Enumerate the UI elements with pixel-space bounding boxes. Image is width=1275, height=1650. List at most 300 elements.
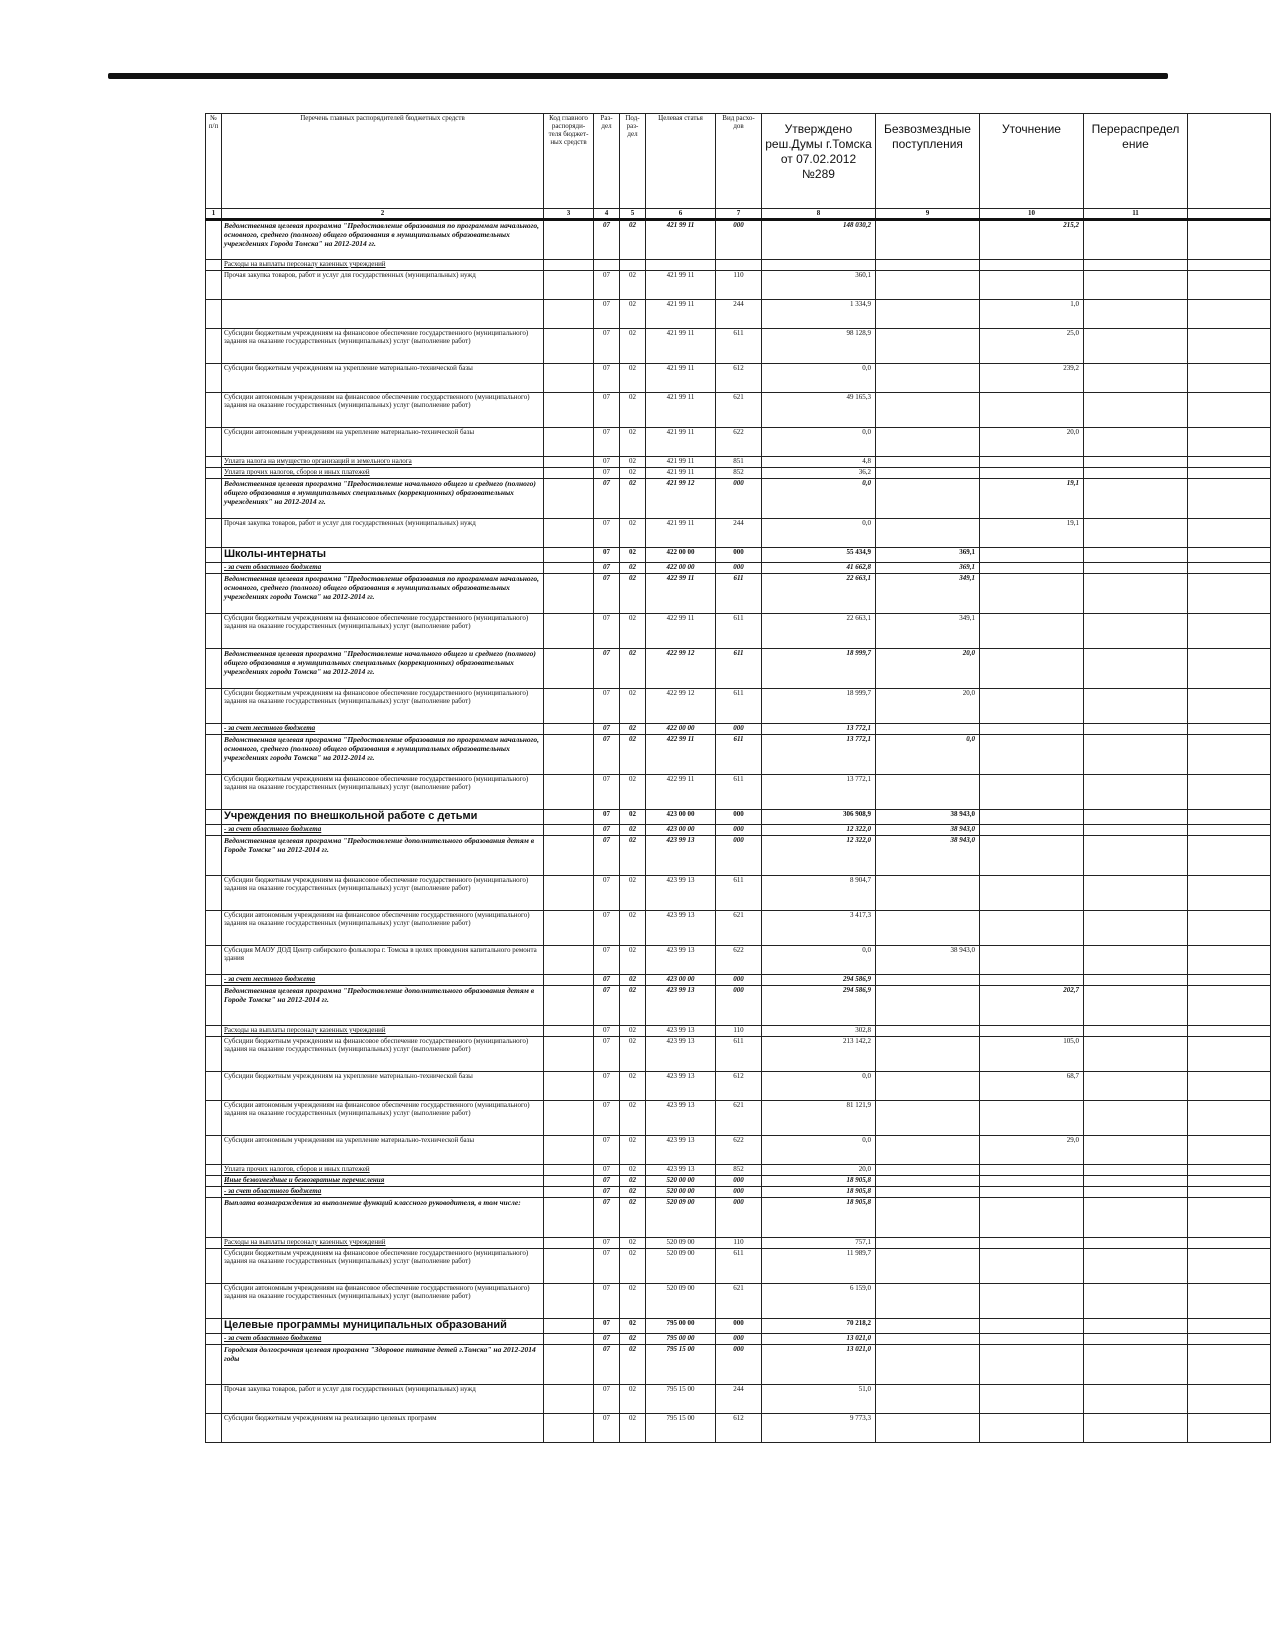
- cell-razdel: 07: [594, 986, 620, 1026]
- cell-clarification: [980, 724, 1084, 735]
- cell-clarification: [980, 911, 1084, 946]
- cell-clarification: 105,0: [980, 1037, 1084, 1072]
- cell-podrazdel: 02: [620, 1414, 646, 1443]
- cell-razdel: 07: [594, 825, 620, 836]
- cell-razdel: 07: [594, 911, 620, 946]
- cell-expense-type: 621: [716, 1101, 762, 1136]
- cell-num: [206, 1345, 222, 1385]
- table-row: [206, 457, 1271, 468]
- cell-approved: 12 322,0: [762, 836, 876, 876]
- cell-target-article: 421 99 11: [646, 220, 716, 260]
- cell-podrazdel: 02: [620, 614, 646, 649]
- cell-razdel: 07: [594, 563, 620, 574]
- cell-target-article: 422 99 11: [646, 735, 716, 775]
- cell-podrazdel: 02: [620, 1026, 646, 1037]
- cell-expense-type: 110: [716, 1238, 762, 1249]
- cell-target-article: 421 99 11: [646, 364, 716, 393]
- cell-grants: [876, 428, 980, 457]
- cell-num: [206, 1037, 222, 1072]
- cell-num: [206, 1026, 222, 1037]
- cell-grants: [876, 1165, 980, 1176]
- cell-razdel: 07: [594, 220, 620, 260]
- cell-razdel: 07: [594, 300, 620, 329]
- table-row: [206, 975, 1271, 986]
- cell-approved: 148 030,2: [762, 220, 876, 260]
- cell-code: [544, 329, 594, 364]
- cell-approved: 0,0: [762, 1072, 876, 1101]
- cell-razdel: 07: [594, 1136, 620, 1165]
- cell-code: [544, 1414, 594, 1443]
- cell-approved: 18 999,7: [762, 649, 876, 689]
- cell-target-article: 423 00 00: [646, 825, 716, 836]
- cell-approved: 22 663,1: [762, 574, 876, 614]
- cell-expense-type: 000: [716, 220, 762, 260]
- cell-extra: [1188, 1238, 1271, 1249]
- cell-expense-type: 000: [716, 986, 762, 1026]
- cell-extra: [1188, 329, 1271, 364]
- cell-expense-type: 611: [716, 876, 762, 911]
- cell-target-article: 421 99 12: [646, 479, 716, 519]
- cell-expense-type: 244: [716, 519, 762, 548]
- col-extra-header: [1188, 114, 1271, 209]
- cell-extra: [1188, 1385, 1271, 1414]
- row-name: Субсидии бюджетным учреждениям на финансовое обеспечение государственного (муниципального) задания на оказание государственных (муниципальных) услуг (выполнение работ): [222, 775, 544, 810]
- table-row: [206, 1334, 1271, 1345]
- cell-approved: 18 999,7: [762, 689, 876, 724]
- table-row: [206, 724, 1271, 735]
- cell-expense-type: 000: [716, 825, 762, 836]
- cell-redistribution: [1084, 574, 1188, 614]
- cell-grants: 349,1: [876, 574, 980, 614]
- table-row: [206, 220, 1271, 260]
- cell-approved: 0,0: [762, 364, 876, 393]
- cell-redistribution: [1084, 1037, 1188, 1072]
- cell-expense-type: 621: [716, 393, 762, 428]
- cell-razdel: 07: [594, 548, 620, 563]
- cell-num: [206, 1319, 222, 1334]
- colnum: 6: [646, 209, 716, 220]
- cell-approved: 11 989,7: [762, 1249, 876, 1284]
- cell-approved: 81 121,9: [762, 1101, 876, 1136]
- cell-approved: 3 417,3: [762, 911, 876, 946]
- cell-podrazdel: 02: [620, 689, 646, 724]
- table-row: [206, 468, 1271, 479]
- cell-approved: 18 905,8: [762, 1187, 876, 1198]
- colnum: 9: [876, 209, 980, 220]
- cell-code: [544, 1187, 594, 1198]
- colnum: 3: [544, 209, 594, 220]
- cell-grants: 38 943,0: [876, 836, 980, 876]
- row-name: Ведомственная целевая программа "Предоставление образования по программам начального, основного, среднего (полного) общего образования в муниципальных образовательных учреждениях Города Томска" на 2012-2014 гг.: [222, 220, 544, 260]
- cell-clarification: [980, 548, 1084, 563]
- cell-clarification: [980, 810, 1084, 825]
- cell-redistribution: [1084, 911, 1188, 946]
- table-row: [206, 1101, 1271, 1136]
- cell-num: [206, 825, 222, 836]
- cell-target-article: 421 99 11: [646, 300, 716, 329]
- cell-approved: 51,0: [762, 1385, 876, 1414]
- cell-redistribution: [1084, 329, 1188, 364]
- budget-table-sheet: [205, 113, 1275, 1443]
- cell-clarification: 29,0: [980, 1136, 1084, 1165]
- cell-num: [206, 1249, 222, 1284]
- table-row: [206, 1072, 1271, 1101]
- cell-podrazdel: 02: [620, 1165, 646, 1176]
- table-row: [206, 1385, 1271, 1414]
- cell-approved: 1 334,9: [762, 300, 876, 329]
- cell-approved: 49 165,3: [762, 393, 876, 428]
- table-row: [206, 1026, 1271, 1037]
- cell-num: [206, 946, 222, 975]
- cell-grants: [876, 1414, 980, 1443]
- colnum: 11: [1084, 209, 1188, 220]
- cell-redistribution: [1084, 986, 1188, 1026]
- cell-redistribution: [1084, 1072, 1188, 1101]
- cell-expense-type: 000: [716, 810, 762, 825]
- cell-razdel: 07: [594, 1198, 620, 1238]
- cell-code: [544, 220, 594, 260]
- cell-target-article: 423 99 13: [646, 1101, 716, 1136]
- cell-target-article: 422 99 11: [646, 574, 716, 614]
- cell-num: [206, 428, 222, 457]
- cell-expense-type: 000: [716, 563, 762, 574]
- cell-podrazdel: 02: [620, 876, 646, 911]
- table-row: [206, 649, 1271, 689]
- row-name: - за счет местного бюджета: [222, 975, 544, 986]
- cell-podrazdel: 02: [620, 1249, 646, 1284]
- cell-approved: 13 021,0: [762, 1334, 876, 1345]
- cell-podrazdel: 02: [620, 911, 646, 946]
- cell-clarification: [980, 1187, 1084, 1198]
- cell-razdel: 07: [594, 1037, 620, 1072]
- cell-podrazdel: 02: [620, 946, 646, 975]
- col-redist-header: Перераспредел ение: [1084, 114, 1188, 209]
- cell-expense-type: 612: [716, 1072, 762, 1101]
- cell-num: [206, 810, 222, 825]
- cell-extra: [1188, 986, 1271, 1026]
- cell-grants: 349,1: [876, 614, 980, 649]
- cell-razdel: 07: [594, 1249, 620, 1284]
- cell-podrazdel: 02: [620, 428, 646, 457]
- row-name: Субсидии бюджетным учреждениям на финансовое обеспечение государственного (муниципального) задания на оказание государственных (муниципальных) услуг (выполнение работ): [222, 876, 544, 911]
- cell-approved: 0,0: [762, 519, 876, 548]
- cell-redistribution: [1084, 468, 1188, 479]
- cell-clarification: [980, 1101, 1084, 1136]
- cell-expense-type: 000: [716, 975, 762, 986]
- cell-redistribution: [1084, 300, 1188, 329]
- cell-grants: [876, 393, 980, 428]
- cell-target-article: 421 99 11: [646, 271, 716, 300]
- budget-rows: [206, 220, 1271, 1443]
- cell-grants: [876, 975, 980, 986]
- cell-num: [206, 649, 222, 689]
- cell-num: [206, 519, 222, 548]
- cell-code: [544, 810, 594, 825]
- cell-code: [544, 548, 594, 563]
- cell-target-article: 422 00 00: [646, 548, 716, 563]
- cell-approved: 757,1: [762, 1238, 876, 1249]
- cell-podrazdel: 02: [620, 563, 646, 574]
- table-row: [206, 1238, 1271, 1249]
- cell-podrazdel: 02: [620, 519, 646, 548]
- cell-code: [544, 1319, 594, 1334]
- cell-grants: [876, 1136, 980, 1165]
- cell-expense-type: 851: [716, 457, 762, 468]
- cell-podrazdel: 02: [620, 1238, 646, 1249]
- cell-redistribution: [1084, 1101, 1188, 1136]
- cell-target-article: 423 99 13: [646, 1037, 716, 1072]
- row-name: - за счет областного бюджета: [222, 563, 544, 574]
- cell-approved: 0,0: [762, 428, 876, 457]
- cell-target-article: 423 00 00: [646, 975, 716, 986]
- cell-redistribution: [1084, 1284, 1188, 1319]
- cell-code: [544, 986, 594, 1026]
- table-row: [206, 689, 1271, 724]
- cell-extra: [1188, 574, 1271, 614]
- cell-num: [206, 1385, 222, 1414]
- cell-code: [544, 1385, 594, 1414]
- cell-redistribution: [1084, 614, 1188, 649]
- cell-razdel: 07: [594, 1026, 620, 1037]
- cell-target-article: 421 99 11: [646, 393, 716, 428]
- cell-code: [544, 1136, 594, 1165]
- row-name: Прочая закупка товаров, работ и услуг для государственных (муниципальных) нужд: [222, 271, 544, 300]
- cell-approved: 36,2: [762, 468, 876, 479]
- cell-grants: [876, 876, 980, 911]
- cell-num: [206, 300, 222, 329]
- cell-code: [544, 1249, 594, 1284]
- col-vid-header: Вид расхо-дов: [716, 114, 762, 209]
- row-name: Ведомственная целевая программа "Предоставление образования по программам начального, основного, среднего (полного) общего образования в муниципальных образовательных учреждениях города Томска" на 2012-2014 гг.: [222, 735, 544, 775]
- col-podrazdel-header: Под-раз-дел: [620, 114, 646, 209]
- row-name: Субсидии бюджетным учреждениям на финансовое обеспечение государственного (муниципального) задания на оказание государственных (муниципальных) услуг (выполнение работ): [222, 329, 544, 364]
- cell-redistribution: [1084, 1249, 1188, 1284]
- cell-code: [544, 364, 594, 393]
- cell-code: [544, 260, 594, 271]
- budget-table: [205, 113, 1271, 1443]
- cell-podrazdel: 02: [620, 548, 646, 563]
- cell-num: [206, 836, 222, 876]
- row-name: [222, 300, 544, 329]
- cell-clarification: [980, 1284, 1084, 1319]
- cell-extra: [1188, 810, 1271, 825]
- cell-redistribution: [1084, 810, 1188, 825]
- cell-extra: [1188, 1414, 1271, 1443]
- colnum: 1: [206, 209, 222, 220]
- cell-approved: [762, 260, 876, 271]
- cell-approved: 98 128,9: [762, 329, 876, 364]
- row-name: Школы-интернаты: [222, 548, 544, 563]
- cell-grants: [876, 364, 980, 393]
- cell-extra: [1188, 1249, 1271, 1284]
- row-name: Расходы на выплаты персоналу казенных учреждений: [222, 1026, 544, 1037]
- cell-expense-type: 612: [716, 364, 762, 393]
- cell-razdel: 07: [594, 836, 620, 876]
- cell-clarification: 202,7: [980, 986, 1084, 1026]
- table-row: [206, 986, 1271, 1026]
- row-name: - за счет областного бюджета: [222, 825, 544, 836]
- col-cs-header: Целевая статья: [646, 114, 716, 209]
- col-code-header: Код главного распоряди-теля бюджет-ных средств: [544, 114, 594, 209]
- cell-podrazdel: 02: [620, 1319, 646, 1334]
- cell-redistribution: [1084, 1414, 1188, 1443]
- cell-razdel: 07: [594, 810, 620, 825]
- cell-code: [544, 825, 594, 836]
- cell-code: [544, 1072, 594, 1101]
- cell-podrazdel: 02: [620, 271, 646, 300]
- scan-top-rule: [108, 73, 1168, 79]
- cell-razdel: 07: [594, 1165, 620, 1176]
- row-name: Ведомственная целевая программа "Предоставление начального общего и среднего (полного) общего образования в муниципальных специальных (коррекционных) образовательных учреждениях города Томска" на 2012-2014 гг.: [222, 649, 544, 689]
- cell-code: [544, 876, 594, 911]
- cell-num: [206, 1072, 222, 1101]
- cell-code: [544, 911, 594, 946]
- cell-code: [544, 724, 594, 735]
- cell-num: [206, 329, 222, 364]
- table-row: [206, 428, 1271, 457]
- cell-redistribution: [1084, 1187, 1188, 1198]
- cell-grants: [876, 1249, 980, 1284]
- row-name: Прочая закупка товаров, работ и услуг для государственных (муниципальных) нужд: [222, 1385, 544, 1414]
- table-row: [206, 563, 1271, 574]
- cell-target-article: 795 15 00: [646, 1385, 716, 1414]
- cell-razdel: 07: [594, 1284, 620, 1319]
- table-row: [206, 393, 1271, 428]
- cell-extra: [1188, 735, 1271, 775]
- table-row: [206, 775, 1271, 810]
- cell-expense-type: 000: [716, 1345, 762, 1385]
- cell-clarification: [980, 574, 1084, 614]
- row-name: Субсидия МАОУ ДОД Центр сибирского фольклора г. Томска в целях проведения капитального ремонта здания: [222, 946, 544, 975]
- colnum: 10: [980, 209, 1084, 220]
- cell-target-article: 423 00 00: [646, 810, 716, 825]
- cell-num: [206, 1238, 222, 1249]
- cell-grants: [876, 775, 980, 810]
- cell-num: [206, 393, 222, 428]
- cell-code: [544, 775, 594, 810]
- cell-grants: [876, 1345, 980, 1385]
- cell-extra: [1188, 911, 1271, 946]
- cell-grants: [876, 1198, 980, 1238]
- cell-num: [206, 775, 222, 810]
- table-row: [206, 911, 1271, 946]
- cell-num: [206, 1101, 222, 1136]
- cell-clarification: [980, 876, 1084, 911]
- cell-num: [206, 689, 222, 724]
- cell-redistribution: [1084, 1385, 1188, 1414]
- cell-clarification: [980, 1319, 1084, 1334]
- colnum: 2: [222, 209, 544, 220]
- cell-approved: 306 908,9: [762, 810, 876, 825]
- cell-podrazdel: 02: [620, 775, 646, 810]
- cell-clarification: [980, 563, 1084, 574]
- row-name: Уплата налога на имущество организаций и земельного налога: [222, 457, 544, 468]
- cell-expense-type: 110: [716, 271, 762, 300]
- row-name: Ведомственная целевая программа "Предоставление образования по программам начального, основного, среднего (полного) общего образования в муниципальных образовательных учреждениях города Томска" на 2012-2014 гг.: [222, 574, 544, 614]
- cell-target-article: 421 99 11: [646, 519, 716, 548]
- cell-num: [206, 1165, 222, 1176]
- row-name: Учреждения по внешкольной работе с детьми: [222, 810, 544, 825]
- cell-clarification: [980, 1165, 1084, 1176]
- table-row: [206, 1136, 1271, 1165]
- cell-extra: [1188, 876, 1271, 911]
- cell-expense-type: 621: [716, 911, 762, 946]
- cell-podrazdel: 02: [620, 1345, 646, 1385]
- cell-num: [206, 1284, 222, 1319]
- cell-clarification: 68,7: [980, 1072, 1084, 1101]
- table-row: [206, 1187, 1271, 1198]
- row-name: Субсидии бюджетным учреждениям на финансовое обеспечение государственного (муниципального) задания на оказание государственных (муниципальных) услуг (выполнение работ): [222, 1037, 544, 1072]
- cell-grants: 38 943,0: [876, 810, 980, 825]
- cell-target-article: 520 09 00: [646, 1198, 716, 1238]
- cell-approved: 0,0: [762, 1136, 876, 1165]
- row-name: Выплата вознаграждения за выполнение функций классного руководителя, в том числе:: [222, 1198, 544, 1238]
- cell-podrazdel: 02: [620, 300, 646, 329]
- cell-approved: 13 772,1: [762, 724, 876, 735]
- cell-target-article: 795 00 00: [646, 1319, 716, 1334]
- cell-clarification: [980, 836, 1084, 876]
- cell-clarification: 239,2: [980, 364, 1084, 393]
- cell-expense-type: 611: [716, 689, 762, 724]
- cell-approved: 18 905,8: [762, 1198, 876, 1238]
- cell-razdel: 07: [594, 1414, 620, 1443]
- cell-approved: 13 021,0: [762, 1345, 876, 1385]
- cell-approved: 294 586,9: [762, 975, 876, 986]
- table-row: [206, 271, 1271, 300]
- cell-grants: 20,0: [876, 649, 980, 689]
- table-row: [206, 614, 1271, 649]
- cell-razdel: 07: [594, 428, 620, 457]
- cell-code: [544, 1334, 594, 1345]
- cell-extra: [1188, 519, 1271, 548]
- row-name: Субсидии автономным учреждениям на укрепление материально-технической базы: [222, 1136, 544, 1165]
- cell-approved: 302,8: [762, 1026, 876, 1037]
- cell-code: [544, 468, 594, 479]
- cell-num: [206, 364, 222, 393]
- table-row: [206, 260, 1271, 271]
- cell-code: [544, 300, 594, 329]
- cell-extra: [1188, 300, 1271, 329]
- table-row: [206, 876, 1271, 911]
- cell-razdel: 07: [594, 1345, 620, 1385]
- cell-clarification: [980, 735, 1084, 775]
- cell-code: [544, 649, 594, 689]
- cell-podrazdel: 02: [620, 220, 646, 260]
- cell-clarification: 1,0: [980, 300, 1084, 329]
- cell-grants: [876, 1187, 980, 1198]
- cell-code: [544, 428, 594, 457]
- cell-target-article: 421 99 11: [646, 457, 716, 468]
- cell-grants: [876, 260, 980, 271]
- cell-extra: [1188, 975, 1271, 986]
- cell-grants: [876, 479, 980, 519]
- cell-approved: 55 434,9: [762, 548, 876, 563]
- cell-clarification: [980, 946, 1084, 975]
- cell-redistribution: [1084, 946, 1188, 975]
- cell-target-article: 423 99 13: [646, 946, 716, 975]
- cell-clarification: 25,0: [980, 329, 1084, 364]
- cell-razdel: 07: [594, 1319, 620, 1334]
- cell-code: [544, 1238, 594, 1249]
- cell-podrazdel: 02: [620, 1284, 646, 1319]
- cell-clarification: [980, 825, 1084, 836]
- row-name: Уплата прочих налогов, сборов и иных платежей: [222, 468, 544, 479]
- cell-grants: [876, 1176, 980, 1187]
- cell-expense-type: 611: [716, 1249, 762, 1284]
- col-approved-header: Утверждено реш.Думы г.Томска от 07.02.2012 №289: [762, 114, 876, 209]
- cell-redistribution: [1084, 260, 1188, 271]
- cell-target-article: 422 99 12: [646, 689, 716, 724]
